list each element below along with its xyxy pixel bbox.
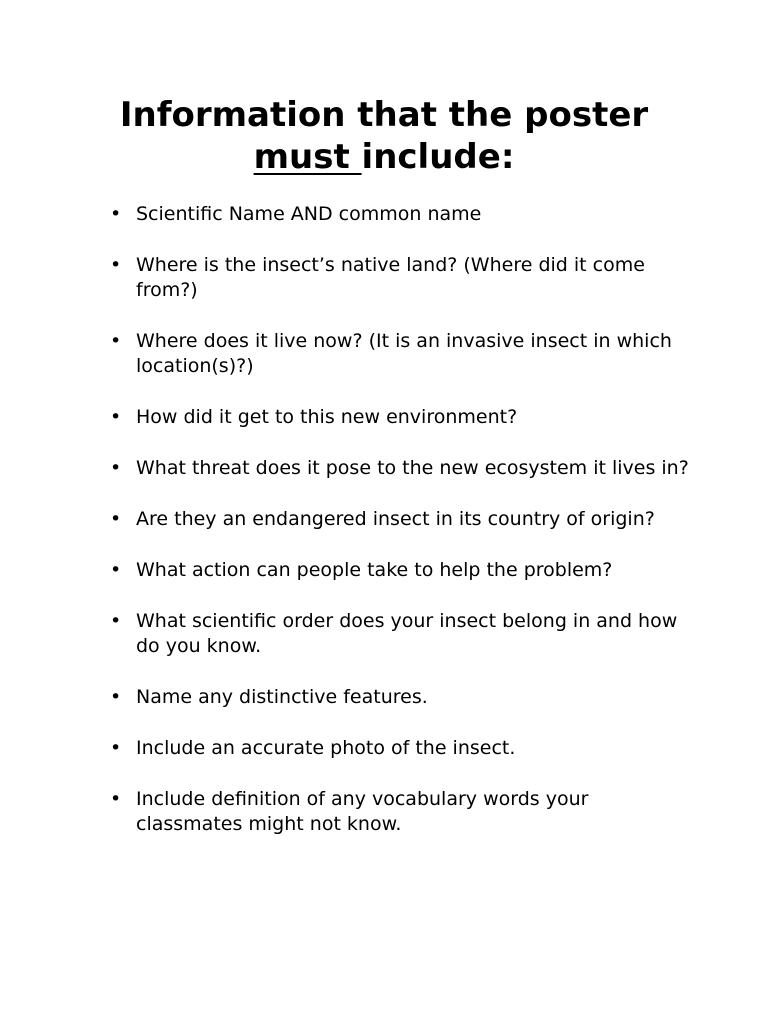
list-item bbox=[110, 787, 690, 837]
list-item bbox=[110, 558, 690, 583]
title-emphasis: must bbox=[253, 137, 362, 177]
bullet-icon: • bbox=[110, 254, 122, 276]
list-item-text: Name any distinctive features. bbox=[136, 686, 428, 708]
bullet-icon: • bbox=[110, 508, 122, 530]
title-line-1: Information that the poster bbox=[119, 95, 649, 135]
list-item-text: Include definition of any vocabulary words your classmates might not know. bbox=[136, 788, 589, 835]
list-item bbox=[110, 329, 690, 379]
bullet-icon: • bbox=[110, 686, 122, 708]
bullet-icon: • bbox=[110, 737, 122, 759]
list-item-text: How did it get to this new environment? bbox=[136, 406, 518, 428]
list-item bbox=[110, 456, 690, 481]
list-item bbox=[110, 405, 690, 430]
list-item bbox=[110, 609, 690, 659]
bullet-icon: • bbox=[110, 610, 122, 632]
bullet-icon: • bbox=[110, 457, 122, 479]
page-title bbox=[0, 94, 768, 178]
bullet-icon: • bbox=[110, 788, 122, 810]
list-item bbox=[110, 736, 690, 761]
requirements-list bbox=[110, 202, 690, 863]
bullet-icon: • bbox=[110, 330, 122, 352]
list-item-text: Include an accurate photo of the insect. bbox=[136, 737, 516, 759]
list-item-text: What scientific order does your insect belong in and how do you know. bbox=[136, 610, 678, 657]
list-item bbox=[110, 202, 690, 227]
list-item bbox=[110, 685, 690, 710]
bullet-icon: • bbox=[110, 203, 122, 225]
list-item-text: Are they an endangered insect in its country of origin? bbox=[136, 508, 655, 530]
list-item bbox=[110, 507, 690, 532]
list-item-text: What action can people take to help the problem? bbox=[136, 559, 613, 581]
list-item-text: Scientific Name AND common name bbox=[136, 203, 482, 225]
bullet-icon: • bbox=[110, 559, 122, 581]
bullet-icon: • bbox=[110, 406, 122, 428]
list-item-text: Where does it live now? (It is an invasive insect in which location(s)?) bbox=[136, 330, 672, 377]
list-item bbox=[110, 253, 690, 303]
list-item-text: What threat does it pose to the new ecosystem it lives in? bbox=[136, 457, 689, 479]
title-line-2-rest: include: bbox=[361, 137, 515, 177]
list-item-text: Where is the insect’s native land? (Where did it come from?) bbox=[136, 254, 645, 301]
